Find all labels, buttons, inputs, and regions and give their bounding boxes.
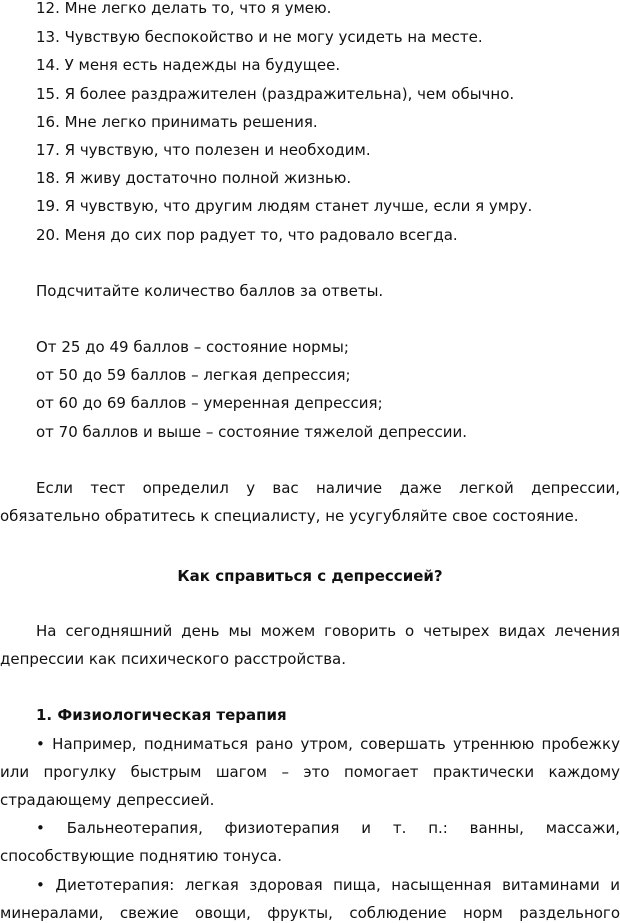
advice-line: обязательно обратитесь к специалисту, не усугубляйте свое состояние. <box>0 507 579 525</box>
bullet-line: • Диетотерапия: легкая здоровая пища, насыщенная витаминами и <box>36 876 620 894</box>
subsection-title: 1. Физиологическая терапия <box>36 706 287 724</box>
score-range-item: от 50 до 59 баллов – легкая депрессия; <box>36 366 351 384</box>
score-range-item: от 70 баллов и выше – состояние тяжелой депрессии. <box>36 423 467 441</box>
score-range-item: от 60 до 69 баллов – умеренная депрессия; <box>36 394 383 412</box>
bullet-line: минералами, свежие овощи, фрукты, соблюдение норм раздельного <box>0 904 620 922</box>
question-item: 15. Я более раздражителен (раздражительна), чем обычно. <box>36 85 515 103</box>
advice-line: Если тест определил у вас наличие даже легкой депрессии, <box>36 479 620 497</box>
bullet-line: способствующие поднятию тонуса. <box>0 847 282 865</box>
question-item: 16. Мне легко принимать решения. <box>36 113 318 131</box>
question-item: 14. У меня есть надежды на будущее. <box>36 56 341 74</box>
question-item: 19. Я чувствую, что другим людям станет лучше, если я умру. <box>36 197 533 215</box>
score-range-item: От 25 до 49 баллов – состояние нормы; <box>36 338 349 356</box>
question-item: 18. Я живу достаточно полной жизнью. <box>36 169 352 187</box>
intro-line: На сегодняшний день мы можем говорить о четырех видах лечения <box>36 622 620 640</box>
section-title: Как справиться с депрессией? <box>177 567 443 585</box>
bullet-line: • Например, подниматься рано утром, совершать утреннюю пробежку <box>36 735 620 753</box>
question-item: 12. Мне легко делать то, что я умею. <box>36 0 332 17</box>
question-item: 17. Я чувствую, что полезен и необходим. <box>36 141 371 159</box>
bullet-line: страдающему депрессией. <box>0 791 215 809</box>
question-item: 20. Меня до сих пор радует то, что радовало всегда. <box>36 226 458 244</box>
question-item: 13. Чувствую беспокойство и не могу усидеть на месте. <box>36 28 483 46</box>
intro-line: депрессии как психического расстройства. <box>0 650 347 668</box>
bullet-line: • Бальнеотерапия, физиотерапия и т. п.: ванны, массажи, <box>36 819 620 837</box>
instruction-text: Подсчитайте количество баллов за ответы. <box>36 282 384 300</box>
bullet-line: или прогулку быстрым шагом – это помогает практически каждому <box>0 763 620 781</box>
